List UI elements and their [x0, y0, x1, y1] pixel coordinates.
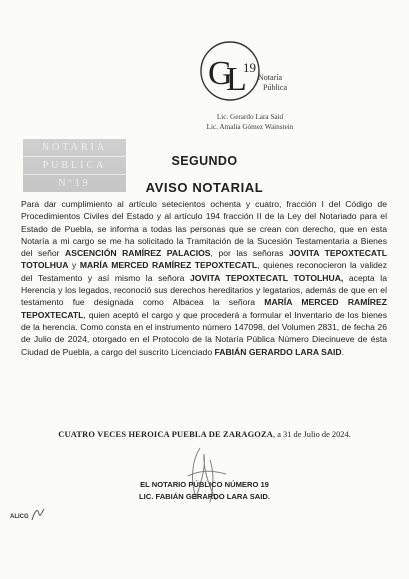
body-text-2: , por las señoras	[210, 248, 289, 259]
stamp-line-2: PUBLICA	[23, 156, 126, 174]
notice-body	[21, 198, 387, 358]
title-line-2: AVISO NOTARIAL	[145, 180, 264, 195]
executor-name: MARÍA MERCED RAMÍREZ TEPOXTECATL	[21, 297, 387, 320]
initials-scribble-icon	[30, 506, 46, 522]
stamp-line-3: Nº19	[23, 174, 126, 192]
logo-caption-line2: Pública	[263, 83, 287, 92]
typist-initials: ALICG	[10, 514, 29, 520]
heir-name-2: MARÍA MERCED RAMÍREZ TEPOXTECATL	[79, 260, 258, 271]
stamp-line-1: NOTARIA	[41, 142, 108, 153]
deceased-name: ASCENCIÓN RAMÍREZ PALACIOS	[65, 248, 211, 259]
svg-text:L: L	[226, 61, 247, 98]
city-name: CUATRO VECES HEROICA PUEBLA DE ZARAGOZA	[58, 430, 274, 439]
logo-caption	[258, 73, 287, 93]
body-text-1: Para dar cumplimiento al artículo setecientos ochenta y cuatro, fracción I del Código de Procedimientos Civiles del Estado y al artículo 194 fracción II de la Ley del Notariado para el Estado de Puebla, se informa a todas las personas que se crean con derecho, que en esta Notaría a mi cargo se me ha solicitado la Tramitación de la Sucesión Testamentaria a Bienes del señor	[21, 199, 387, 259]
title-line-1: SEGUNDO	[171, 154, 238, 168]
notary-name-2: Lic. Amalia Gómez Wainstein	[206, 123, 294, 131]
body-text-3: y	[68, 260, 80, 271]
heir-name-1: JOVITA TEPOXTECATL TOTOLHUA	[21, 248, 387, 271]
notary-signature-block	[0, 479, 409, 503]
svg-text:19: 19	[243, 60, 256, 75]
body-text-4: , quienes reconocieron la validez del Testamento y así mismo la señora	[21, 260, 388, 283]
body-text-6: , quien aceptó el cargo y que procederá a formular el Inventario de los bienes de la herencia. Como consta en el instrumento número 147098, del Volumen 2831, de fecha 26 de Julio de 2024, otorgado en el Protocolo de la Notaría Pública Número Diecinueve de ésta Ciudad de Puebla, a cargo del suscrito Licenciado	[21, 309, 387, 357]
logo-caption-line1: Notaría	[258, 73, 282, 82]
notary-names	[180, 112, 320, 132]
date-text: , a 31 de Julio de 2024.	[273, 430, 351, 439]
notary-title: EL NOTARIO PÚBLICO NÚMERO 19	[140, 480, 269, 489]
place-date-line	[0, 430, 409, 439]
body-text-7: .	[341, 346, 345, 357]
notary-name: LIC. FABIÁN GERARDO LARA SAID.	[139, 492, 270, 501]
notary-name-1: Lic. Gerardo Lara Said	[216, 113, 284, 121]
heir-name-1-repeat: JOVITA TEPOXTECATL TOTOLHUA,	[189, 272, 344, 283]
notary-name-inline: FABIÁN GERARDO LARA SAID	[214, 346, 342, 357]
body-text-5: acepta la Herencia y los legados, reconoció sus derechos hereditarios y legatarios, además de que en el testamento fue designada como Albacea la señora	[21, 272, 387, 308]
svg-text:G: G	[208, 55, 233, 92]
notary-logo-icon	[199, 40, 261, 102]
